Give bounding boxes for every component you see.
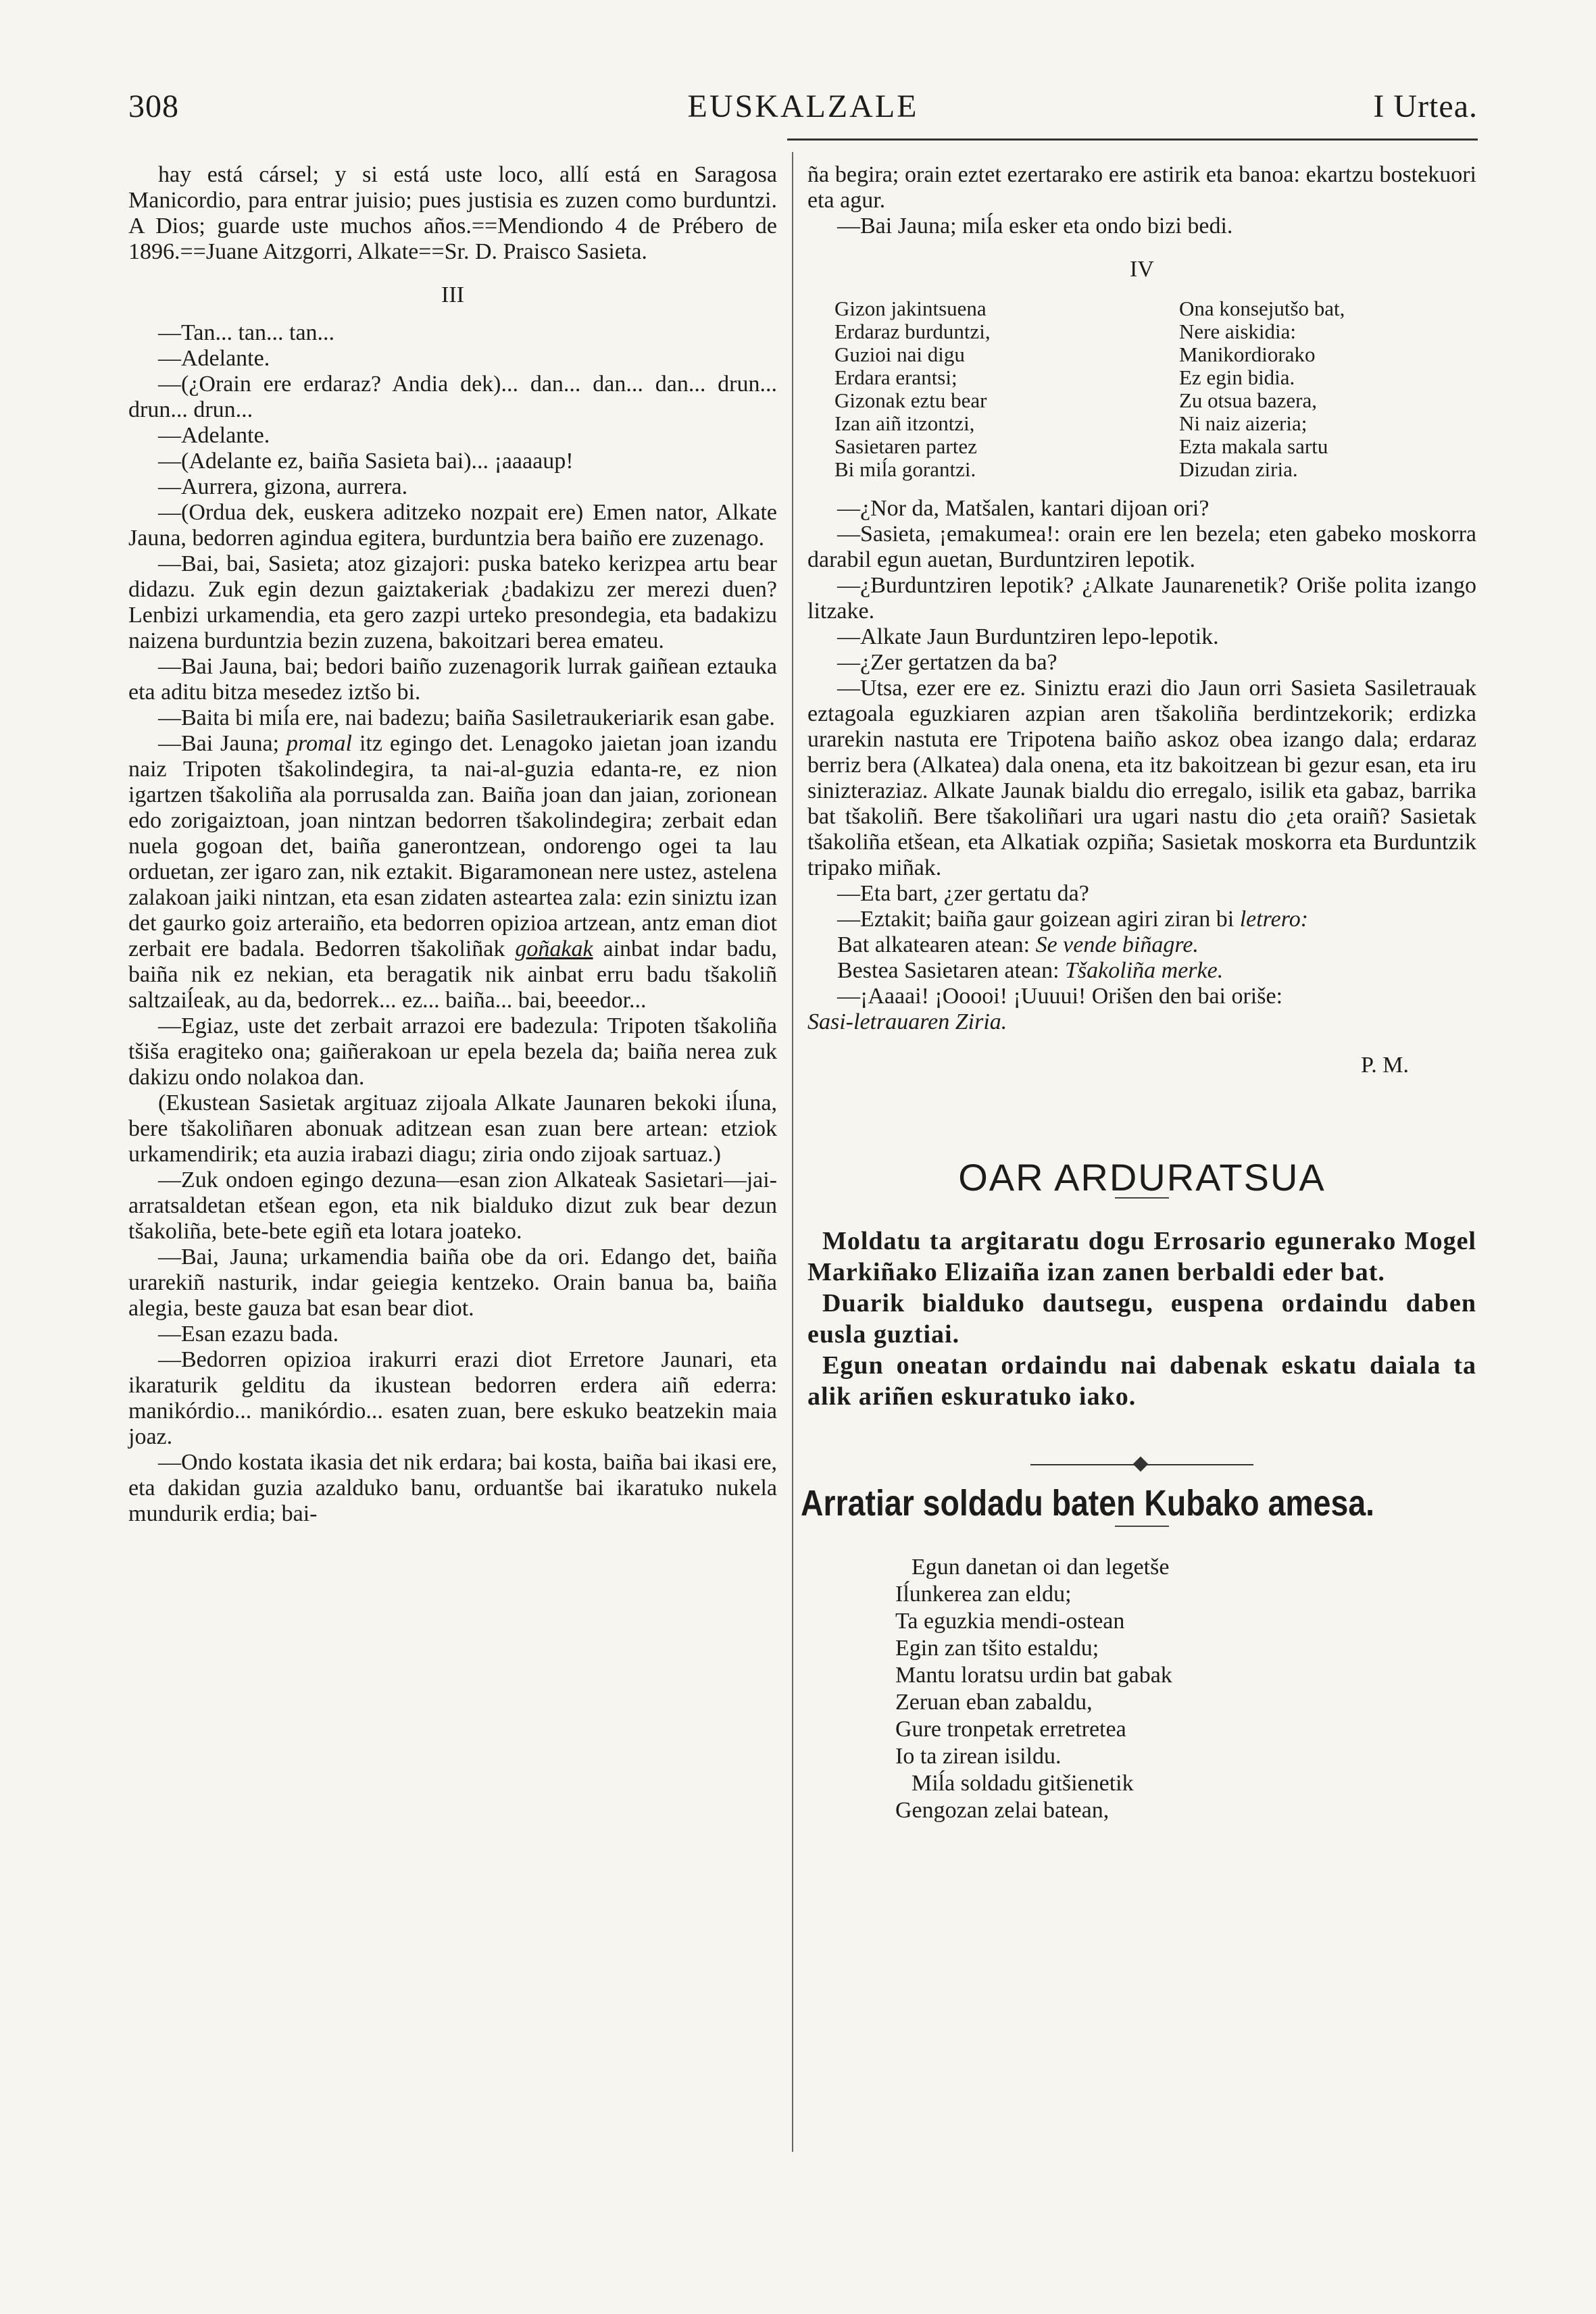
sign-one-quote: Se vende biñagre. [1035, 932, 1199, 957]
verse-line: Gizon jakintsuena [834, 297, 987, 320]
right-column [801, 162, 1476, 1824]
notice-paragraph: Egun oneatan ordaindu nai dabenak eskatu daiala ta alik ariñen eskuratuko iako. [807, 1351, 1476, 1411]
poem-line: Ta eguzkia mendi-ostean [895, 1609, 1125, 1634]
sign-line [807, 958, 1476, 984]
verse-line: Sasietaren partez [834, 434, 977, 458]
dialogue-line: —Esan ezazu bada. [158, 1322, 339, 1347]
verse-line: Nere aiskidia: [1179, 320, 1297, 343]
column-divider [792, 152, 793, 2152]
continuation-paragraph: ña begira; orain eztet ezertarako ere astirik eta banoa: ekartzu bostekuori eta agur. [807, 162, 1476, 213]
header-rule [787, 139, 1478, 141]
dialogue-line: —Tan... tan... tan... [158, 320, 335, 345]
dialogue-line: —Egiaz, uste det zerbait arrazoi ere badezula: Tripoten tšakoliña tšiša eragiteko ona; gaiñerakoan ur epela bezela da; baiña nerea zuk dakizu ondo nolakoa dan. [128, 1013, 777, 1090]
narration-paragraph: (Ekustean Sasietak argituaz zijoala Alkate Jaunaren bekoki iĺuna, bere tšakoliñaren abonuak aditzean esan zuan bere artean: etziok urkamendirik; eta auzia irabazi diagu; ziria ondo zijoak sartuaz.) [128, 1090, 777, 1167]
poem-line: Gengozan zelai batean, [895, 1798, 1109, 1823]
poem-line: Mantu loratsu urdin bat gabak [895, 1663, 1172, 1688]
sign-two-text: Bestea Sasietaren atean: [837, 958, 1066, 983]
section-number-iii: III [441, 282, 464, 307]
letrero-word: letrero: [1239, 907, 1309, 932]
promal-word: promal [286, 731, 352, 756]
dialogue-line: —Baita bi miĺa ere, nai badezu; baiña Sasiletraukeriarik esan gabe. [158, 705, 775, 730]
dialogue-line: —Utsa, ezer ere ez. Siniztu erazi dio Jaun orri Sasieta Sasiletrauak eztagoala eguzkiaren azpian aren tšakoliña berdintzekorik; erdizka urarekin nastuta ere Tripotena baiño askoz obea izango dala; erdaraz berriz bera (Alkatea) dala onena, eta itz bakoitzean bi gezur esan, eta iru sinizteraziaz. Alkate Jaunak bialdu dio erregalo, isilik eta gabaz, barrika bat tšakoliñ. Bere tšakoliñari ura ugari nastu dio ¿eta oraiñ? Sasietak tšakoliña etšean, eta Alkatiak ozpiña; Sasietak moskorra eta Burduntzik tripako miñak. [807, 676, 1476, 880]
verse-line: Bi miĺa gorantzi. [834, 457, 976, 481]
verse-line: Zu otsua bazera, [1179, 388, 1317, 412]
verse-line: Ona konsejutšo bat, [1179, 297, 1345, 320]
section-number-iv: IV [1130, 257, 1154, 282]
dialogue-line: —(Adelante ez, baiña Sasieta bai)... ¡aaaaup! [158, 449, 574, 474]
sign-one-text: Bat alkatearen atean: [837, 932, 1036, 957]
sign-line [807, 932, 1476, 958]
closing-line [807, 1009, 1476, 1035]
verse-stanza-right [1179, 297, 1476, 481]
dialogue-line: —Eta bart, ¿zer gertatu da? [837, 881, 1089, 906]
dialogue-line: —Bedorren opizioa irakurri erazi diot Erretore Jaunari, eta ikaraturik gelditu da ikustean bedorren erdera aiñ ederra: manikórdio... manikórdio... esaten zuan, bere eskuko beatzekin maia joaz. [128, 1347, 777, 1449]
verse-stanza-left [834, 297, 1132, 481]
poem-line: Egun danetan oi dan legetše [912, 1555, 1170, 1580]
article-title: Arratiar soldadu baten Kubako amesa. [801, 1483, 1375, 1524]
verse-line: Manikordiorako [1179, 343, 1316, 366]
poem [895, 1554, 1476, 1824]
opening-paragraph: hay está cársel; y si está uste loco, allí está en Saragosa Manicordio, para entrar juisio; pues justisia es zuzen como burduntzi. A Dios; guarde uste muchos años.==Mendiondo 4 de Prébero de 1896.==Juane Aitzgorri, Alkate==Sr. D. Praisco Sasieta. [128, 162, 777, 264]
verse-line: Ni naiz aizeria; [1179, 411, 1307, 435]
dialogue-line: —(¿Orain ere erdaraz? Andia dek)... dan... dan... dan... drun... drun... drun... [128, 372, 777, 422]
page-number: 308 [128, 89, 179, 124]
dialogue-line: —Bai, Jauna; urkamendia baiña obe da ori. Edango det, baiña urarekiñ nasturik, indar geiegia kentzeko. Orain banua ba, baiña alegia, beste gauza bat esan bear diot. [128, 1244, 777, 1321]
dialogue-line: —(Ordua dek, euskera aditzeko nozpait ere) Emen nator, Alkate Jauna, bedorren agindua egitera, burduntzia bera baiño ere zuzenago. [128, 500, 777, 551]
poem-line: Zeruan eban zabaldu, [895, 1690, 1093, 1715]
verse-line: Dizudan ziria. [1179, 457, 1298, 481]
promal-post: itz egingo det. Lenagoko jaietan joan izandu naiz Tripoten tšakolindegira, ta nai-al-guzia edanta-re, ez nion igartzen tšakoliña ala porrusalda zan. Baiña joan dan jaian, zorionean edo zorigaiztoan, joan nintzan bedorren tšakolindegira; zerbait edan nuela gogoan det, baiña ganerontzean, ondorengo ogei ta lau orduetan, zer igaro zan, nik eztakit. Bigaramonean nere ustez, astelena zalakoan jaiki nintzan, eta esan zidaten asteartea zala: ezin siniztu izan det gaurko goiz arteraiño, eta bedorren opizioa artzean, antz eman diot zerbait ere badala. Bedorren tšakoliñak [128, 731, 778, 961]
dialogue-line: —Bai, bai, Sasieta; atoz gizajori: puska bateko kerizpea artu bear didazu. Zuk egin dezun gaiztakeriak ¿badakizu zer merezi duen? Lenbizi urkamendia, eta gero zazpi urteko presondegia, eta badakizu naizena burduntzia bezin zuzena, bakoitzari berea emateu. [128, 551, 777, 653]
dialogue-line: —¿Nor da, Matšalen, kantari dijoan ori? [837, 496, 1210, 521]
left-column [128, 162, 777, 1527]
verse-line: Ezta makala sartu [1179, 434, 1328, 458]
closing-quote: Sasi-letrauaren Ziria. [807, 1009, 1007, 1034]
dialogue-line: —Sasieta, ¡emakumea!: orain ere len bezela; eten gabeko moskorra darabil egun auetan, Burduntziren lepotik. [807, 522, 1476, 572]
verse-line: Guzioi nai digu [834, 343, 965, 366]
notice-block [807, 1226, 1476, 1412]
sign-two-quote: Tšakoliña merke. [1065, 958, 1224, 983]
verse-line: Gizonak eztu bear [834, 388, 987, 412]
notice-paragraph: Duarik bialduko dautsegu, euspena ordaindu daben eusla guztiai. [807, 1289, 1476, 1349]
author-signature: P. M. [1361, 1053, 1409, 1078]
dialogue-line [807, 907, 1476, 932]
notice-paragraph: Moldatu ta argitaratu dogu Errosario egunerako Mogel Markiñako Elizaiña izan zanen berbaldi eder bat. [807, 1227, 1476, 1286]
dialogue-line: —Adelante. [158, 346, 270, 371]
journal-title: EUSKALZALE [687, 89, 919, 124]
promal-paragraph [128, 731, 777, 1013]
dialogue-line: —¿Zer gertatzen da ba? [837, 650, 1057, 675]
verse-line: Izan aiñ itzontzi, [834, 411, 975, 435]
poem-line: Gure tronpetak erretretea [895, 1717, 1126, 1742]
verse-line: Ez egin bidia. [1179, 366, 1295, 389]
dialogue-line: —Bai Jauna; miĺa esker eta ondo bizi bedi. [837, 213, 1233, 238]
ornamental-divider [1030, 1458, 1253, 1472]
dialogue-line: —¡Aaaai! ¡Ooooi! ¡Uuuui! Orišen den bai oriše: [837, 984, 1283, 1009]
gonakak-word: goñakak [515, 936, 593, 961]
gonakak-post: ainbat indar badu, baiña nik ez nekian, eta beragatik nik ainbat erru badu tšakoliñ saltzaiĺeak, au da, bedorrek... ez... baiña... bai, beeedor... [128, 936, 778, 1013]
dialogue-line: —¿Burduntziren lepotik? ¿Alkate Jaunarenetik? Oriše polita izango litzake. [807, 573, 1476, 624]
notice-title: OAR ARDURATSUA [958, 1156, 1326, 1199]
dialogue-line: —Aurrera, gizona, aurrera. [158, 474, 408, 499]
running-header [128, 88, 1478, 135]
poem-line: Iĺunkerea zan eldu; [895, 1582, 1072, 1607]
dialogue-line: —Adelante. [158, 423, 270, 448]
dialogue-line: —Alkate Jaun Burduntziren lepo-lepotik. [837, 624, 1219, 649]
promal-pre: —Bai Jauna; [158, 731, 286, 756]
verse-line: Erdara erantsi; [834, 366, 957, 389]
poem-line: Miĺa soldadu gitšienetik [912, 1771, 1134, 1796]
volume-label: I Urtea. [1373, 89, 1478, 124]
title-rule [1115, 1526, 1169, 1527]
eztakit-text: —Eztakit; baiña gaur goizean agiri ziran bi [837, 907, 1240, 932]
verse-pair [834, 297, 1476, 481]
dialogue-line: —Bai Jauna, bai; bedori baiño zuzenagorik lurrak gaiñean eztauka eta aditu bitza mesedez iztšo bi. [128, 654, 777, 705]
poem-line: Io ta zirean isildu. [895, 1744, 1062, 1769]
diamond-ornament-icon [1133, 1457, 1149, 1472]
poem-line: Egin zan tšito estaldu; [895, 1636, 1099, 1661]
dialogue-line: —Zuk ondoen egingo dezuna—esan zion Alkateak Sasietari—jai-arratsaldetan etšean egon, eta nik bialduko dizut zuk bear dezun tšakoliña, bete-bete egiñ eta lotara joateko. [128, 1167, 777, 1244]
dialogue-line: —Ondo kostata ikasia det nik erdara; bai kosta, baiña bai ikasi ere, eta dakidan guzia azalduko banu, orduantše bai ikaratuko nukela mundurik erdia; bai- [128, 1450, 777, 1526]
verse-line: Erdaraz burduntzi, [834, 320, 991, 343]
